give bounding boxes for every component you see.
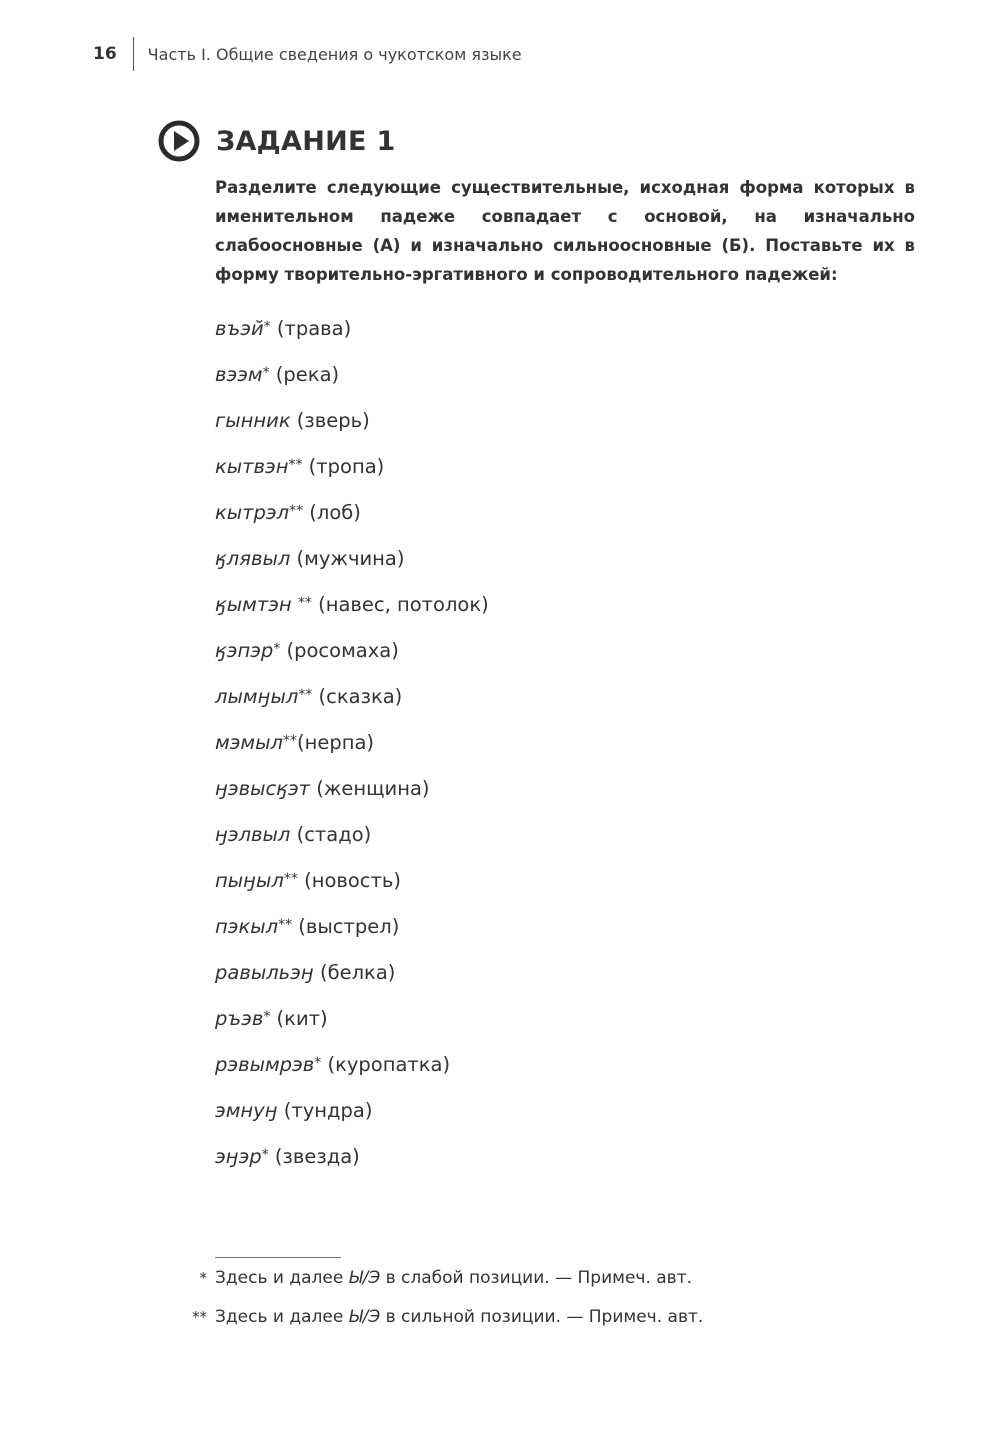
russian-gloss: (навес, потолок): [311, 593, 489, 616]
footnote-mark: **: [288, 457, 303, 473]
chukchi-word: рэвымрэв: [215, 1053, 315, 1076]
footnote-mark: **: [278, 917, 293, 933]
chukchi-word: эӈэр: [215, 1145, 262, 1168]
russian-gloss: (нерпа): [296, 731, 375, 754]
list-item: [215, 911, 489, 957]
list-item: [215, 957, 489, 1003]
chukchi-word: ӄымтэн: [215, 593, 298, 616]
chukchi-word: ӈэлвыл: [215, 823, 291, 846]
footnote-marker: **: [192, 1308, 207, 1326]
footnote-divider: [215, 1257, 341, 1258]
footnote-mark: **: [289, 503, 304, 519]
list-item: [215, 1003, 489, 1049]
footnote-text-pre: Здесь и далее: [215, 1268, 349, 1288]
russian-gloss: (стадо): [290, 823, 372, 846]
list-item: [215, 1095, 489, 1141]
russian-gloss: (женщина): [310, 777, 430, 800]
chukchi-word: лымӈыл: [215, 685, 299, 708]
russian-gloss: (река): [269, 363, 340, 386]
footnote-marker: *: [199, 1269, 207, 1287]
russian-gloss: (тропа): [302, 455, 385, 478]
footnote-strong-position: [181, 1304, 703, 1330]
russian-gloss: (сказка): [312, 685, 403, 708]
page-header: [93, 38, 522, 70]
russian-gloss: (лоб): [303, 501, 361, 524]
list-item: [215, 451, 489, 497]
russian-gloss: (зверь): [290, 409, 370, 432]
chukchi-word: эмнуӈ: [215, 1099, 278, 1122]
chukchi-word: пыӈыл: [215, 869, 284, 892]
russian-gloss: (белка): [313, 961, 396, 984]
footnote-mark: **: [297, 595, 312, 611]
footnote-mark: *: [263, 319, 271, 335]
chukchi-word: вээм: [215, 363, 263, 386]
footnote-mark: *: [273, 641, 281, 657]
page-number: 16: [93, 44, 117, 64]
word-list: [215, 313, 489, 1187]
header-divider: [133, 37, 134, 71]
chukchi-word: въэй: [215, 317, 264, 340]
russian-gloss: (выстрел): [292, 915, 400, 938]
footnote-mark: *: [261, 1147, 269, 1163]
footnote-text-post: в сильной позиции. — Примеч. авт.: [380, 1307, 704, 1327]
task-heading: [158, 120, 396, 162]
list-item: [215, 635, 489, 681]
russian-gloss: (новость): [297, 869, 401, 892]
list-item: [215, 543, 489, 589]
list-item: [215, 497, 489, 543]
chukchi-word: равыльэӈ: [215, 961, 314, 984]
chukchi-word: гынник: [215, 409, 291, 432]
task-instructions: Разделите следующие существительные, исходная форма которых в именительном падеже совпадает с основой, на изначально слабоосновные (А) и изначально сильноосновные (Б). Поставьте их в форму творительно-эргативного и сопроводительного падежей:: [215, 178, 915, 284]
list-item: [215, 681, 489, 727]
footnote-text-pre: Здесь и далее: [215, 1307, 349, 1327]
chukchi-word: ӈэвысӄэт: [215, 777, 311, 800]
footnote-mark: *: [263, 1009, 271, 1025]
russian-gloss: (трава): [270, 317, 352, 340]
list-item: [215, 773, 489, 819]
russian-gloss: (звезда): [268, 1145, 360, 1168]
chukchi-word: ръэв: [215, 1007, 264, 1030]
chukchi-word: ӄлявыл: [215, 547, 291, 570]
list-item: [215, 359, 489, 405]
chukchi-word: пэкыл: [215, 915, 279, 938]
list-item: [215, 1141, 489, 1187]
list-item: [215, 1049, 489, 1095]
russian-gloss: (кит): [270, 1007, 328, 1030]
footnote-mark: **: [283, 871, 298, 887]
chukchi-word: ӄэпэр: [215, 639, 274, 662]
running-title: Часть I. Общие сведения о чукотском языке: [147, 44, 522, 64]
russian-gloss: (росомаха): [280, 639, 399, 662]
list-item: [215, 819, 489, 865]
list-item: [215, 589, 489, 635]
chukchi-word: кытвэн: [215, 455, 289, 478]
russian-gloss: (мужчина): [290, 547, 405, 570]
footnote-text-post: в слабой позиции. — Примеч. авт.: [380, 1268, 692, 1288]
footnote-mark: *: [262, 365, 270, 381]
footnote-mark: **: [298, 687, 313, 703]
list-item: [215, 865, 489, 911]
footnote-weak-position: [181, 1265, 692, 1291]
chukchi-word: кытрэл: [215, 501, 290, 524]
footnote-italic: Ы/Э: [348, 1268, 381, 1288]
chukchi-word: мэмыл: [215, 731, 283, 754]
list-item: [215, 313, 489, 359]
list-item: [215, 727, 489, 773]
play-icon: [158, 120, 200, 162]
russian-gloss: (куропатка): [321, 1053, 451, 1076]
task-title: ЗАДАНИЕ 1: [216, 125, 396, 157]
footnote-italic: Ы/Э: [348, 1307, 381, 1327]
russian-gloss: (тундра): [277, 1099, 373, 1122]
list-item: [215, 405, 489, 451]
footnote-mark: **: [282, 733, 297, 749]
footnote-mark: *: [314, 1055, 322, 1071]
